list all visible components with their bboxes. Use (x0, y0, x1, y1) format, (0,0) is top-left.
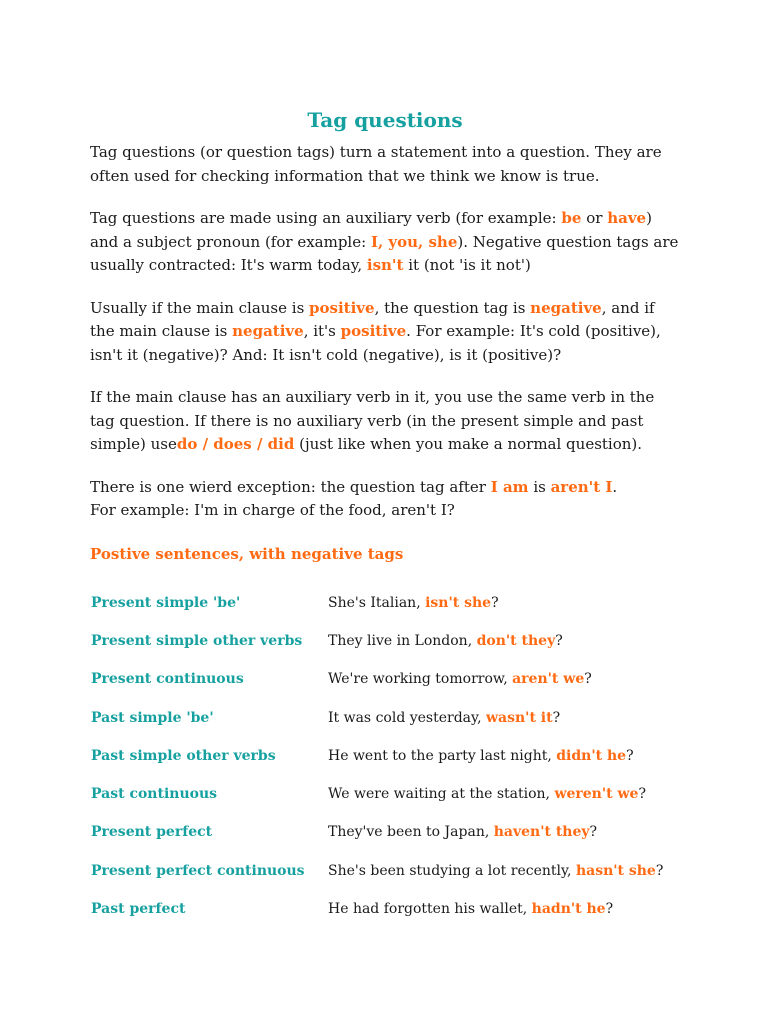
table-row (90, 584, 680, 622)
example-sentence (328, 901, 613, 917)
question-tag: don't they (476, 632, 556, 649)
tense-label: Present continuous (91, 671, 244, 688)
paragraph-text: (just like when you make a normal question). (294, 435, 643, 453)
highlight-term: negative (232, 322, 304, 340)
example-text: It was cold yesterday, (328, 709, 486, 726)
table-row (90, 660, 680, 698)
table-row (90, 813, 680, 851)
paragraph-text: ). Negative question tags are usually contracted: It's warm today, (90, 232, 679, 274)
highlight-term: positive (309, 298, 375, 317)
example-sentence (328, 671, 592, 687)
tense-label: Present simple 'be' (91, 594, 241, 611)
paragraph-text: , the question tag is (374, 298, 531, 317)
example-punctuation: ? (655, 862, 664, 879)
example-sentence (328, 863, 663, 879)
paragraph (90, 207, 680, 278)
example-sentence (328, 710, 560, 726)
example-sentence (328, 786, 646, 802)
tense-label: Present simple other verbs (91, 632, 303, 649)
example-punctuation: ? (555, 632, 563, 649)
example-sentence (328, 633, 563, 649)
paragraph-text: Usually if the main clause is (90, 298, 310, 317)
paragraph-text: it (not 'is it not') (403, 256, 531, 274)
highlight-term: I, you, she (370, 232, 458, 251)
paragraph-text: is (528, 477, 551, 496)
document-page (90, 106, 680, 928)
example-text: We were waiting at the station, (328, 786, 555, 803)
example-punctuation: ? (552, 709, 561, 726)
question-tag: isn't she (425, 594, 492, 611)
paragraph-text: or (581, 209, 608, 227)
paragraph (90, 386, 680, 457)
example-text: He went to the party last night, (328, 747, 557, 764)
paragraph-text: , it's (303, 322, 341, 340)
paragraph (90, 476, 680, 523)
tense-label: Past perfect (91, 901, 186, 918)
paragraph (90, 297, 680, 368)
tense-label: Past simple 'be' (91, 709, 214, 726)
example-text: He had forgotten his wallet, (328, 901, 532, 918)
question-tag: hasn't she (575, 862, 656, 879)
example-sentence (328, 595, 499, 611)
highlight-term: isn't (366, 256, 404, 274)
table-row (90, 890, 680, 928)
question-tag: haven't they (493, 824, 590, 841)
paragraph-text: . (612, 477, 618, 496)
example-punctuation: ? (584, 671, 592, 688)
paragraph-text: , and if the main clause is (90, 298, 655, 340)
highlight-term: do / does / did (176, 435, 295, 453)
highlight-term: I am (490, 477, 529, 496)
paragraph-text: For example: I'm in charge of the food, aren't I? (90, 501, 455, 519)
highlight-term: positive (340, 322, 407, 340)
question-tag: wasn't it (485, 709, 553, 726)
table-row (90, 622, 680, 660)
example-punctuation: ? (638, 786, 646, 803)
example-punctuation: ? (491, 594, 499, 611)
question-tag: weren't we (554, 786, 639, 803)
question-tag: aren't we (512, 671, 585, 688)
tense-label: Past continuous (91, 786, 218, 803)
paragraph-text: If the main clause has an auxiliary verb in it, you use the same verb in the tag question. If there is no auxiliary verb (in the present simple and past simple) use (90, 388, 655, 453)
table-row (90, 775, 680, 813)
paragraph-text: Tag questions are made using an auxiliary verb (for example: (90, 209, 562, 227)
tense-label: Present perfect (91, 824, 213, 841)
highlight-term: negative (530, 298, 602, 317)
question-tag: didn't he (556, 747, 627, 764)
paragraph-text: There is one wierd exception: the question tag after (90, 477, 491, 496)
tense-label: Present perfect continuous (91, 862, 305, 879)
example-text: They live in London, (328, 632, 477, 649)
example-sentence (328, 824, 597, 840)
intro-paragraphs (90, 141, 680, 523)
table-row (90, 852, 680, 890)
page-title: Tag questions (307, 108, 463, 132)
tense-label: Past simple other verbs (91, 747, 276, 764)
paragraph-text: Tag questions (or question tags) turn a statement into a question. They are often used for checking information that we think we know is true. (90, 143, 662, 185)
tense-table (90, 584, 680, 929)
section-title: Postive sentences, with negative tags (90, 544, 404, 563)
example-sentence (328, 748, 634, 764)
example-text: We're working tomorrow, (328, 671, 513, 688)
example-text: She's been studying a lot recently, (328, 862, 576, 879)
table-row (90, 737, 680, 775)
example-text: She's Italian, (328, 594, 426, 611)
example-text: They've been to Japan, (328, 824, 494, 841)
example-punctuation: ? (589, 824, 598, 841)
paragraph (90, 141, 680, 188)
highlight-term: aren't I (550, 477, 613, 496)
paragraph-text: ) and a subject pronoun (for example: (90, 209, 652, 251)
example-punctuation: ? (626, 747, 634, 764)
paragraph-text: . For example: It's cold (positive), isn't it (negative)? And: It isn't cold (negative), is it (positive)? (90, 322, 661, 364)
highlight-term: be (561, 209, 582, 227)
highlight-term: have (607, 209, 647, 227)
example-punctuation: ? (605, 901, 614, 918)
question-tag: hadn't he (531, 901, 606, 918)
table-row (90, 698, 680, 736)
